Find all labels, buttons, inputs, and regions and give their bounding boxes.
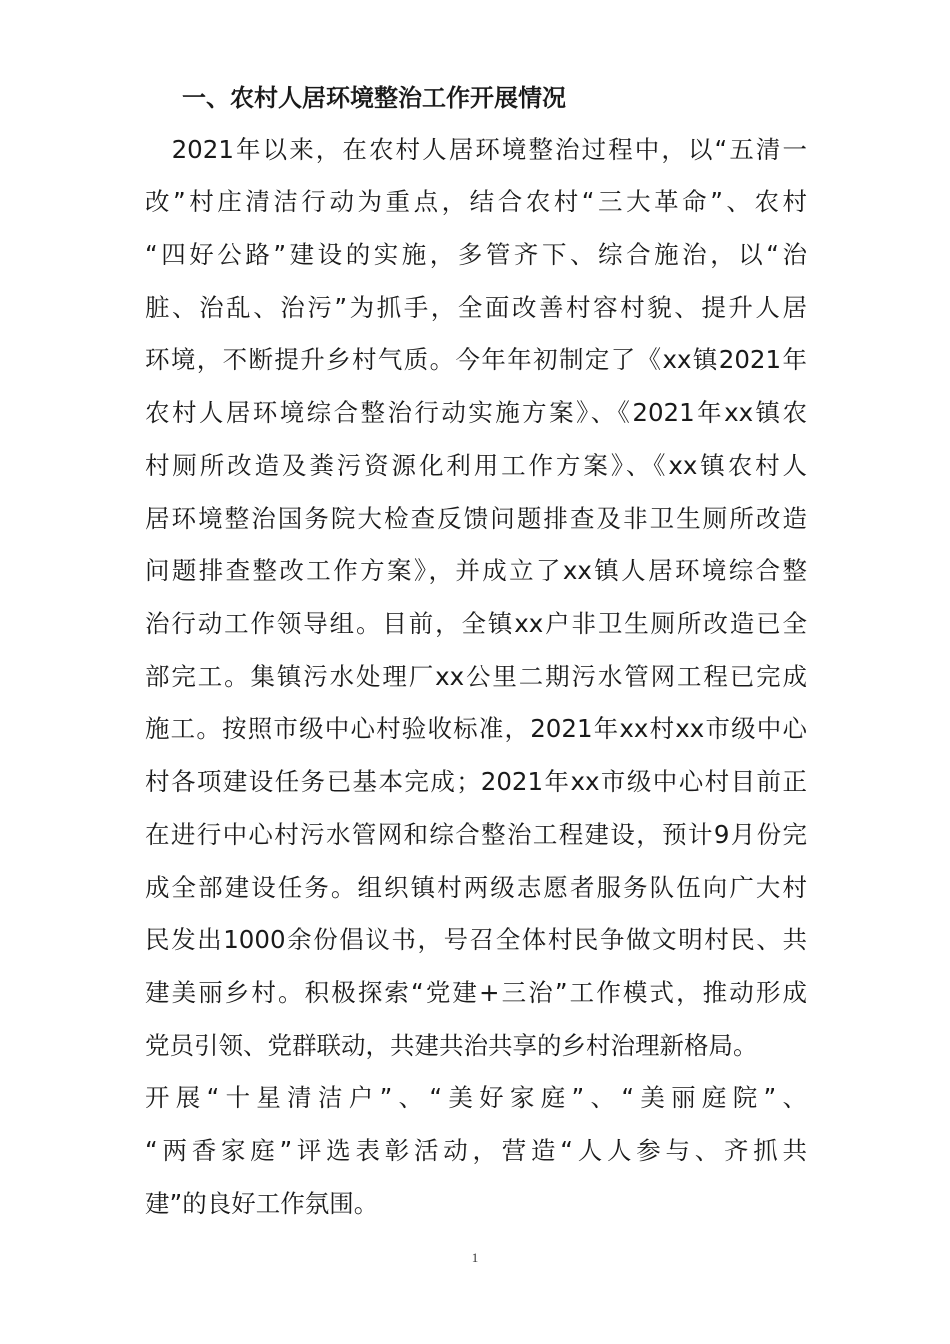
text-line: 村各项建设任务已基本完成；2021年xx市级中心村目前正	[145, 767, 807, 796]
text-line: 施工。按照市级中心村验收标准，2021年xx村xx市级中心	[145, 714, 807, 743]
text-line: 部完工。集镇污水处理厂xx公里二期污水管网工程已完成	[145, 662, 807, 691]
text-line: 环境，不断提升乡村气质。今年年初制定了《xx镇2021年	[145, 345, 807, 374]
text-line: 治行动工作领导组。目前，全镇xx户非卫生厕所改造已全	[145, 609, 807, 638]
text-line: “四好公路”建设的实施，多管齐下、综合施治，以“治	[145, 240, 807, 269]
page-number: 1	[471, 1250, 479, 1265]
text-line: 改”村庄清洁行动为重点，结合农村“三大革命”、农村	[145, 187, 807, 216]
text-line: 建美丽乡村。积极探索“党建+三治”工作模式，推动形成	[145, 978, 807, 1007]
text-line: 2021年以来，在农村人居环境整治过程中，以“五清一	[145, 135, 807, 164]
text-line: 脏、治乱、治污”为抓手，全面改善村容村貌、提升人居	[145, 293, 807, 322]
text-line: 农村人居环境综合整治行动实施方案》、《2021年xx镇农	[145, 398, 807, 427]
section-heading: 一、农村人居环境整治工作开展情况	[182, 84, 566, 112]
text-line: 建”的良好工作氛围。	[145, 1189, 379, 1218]
text-line: 开展“十星清洁户”、“美好家庭”、“美丽庭院”、	[145, 1083, 807, 1112]
text-line: 问题排查整改工作方案》，并成立了xx镇人居环境综合整	[145, 556, 807, 585]
text-line: 居环境整治国务院大检查反馈问题排查及非卫生厕所改造	[145, 504, 807, 533]
text-line: 成全部建设任务。组织镇村两级志愿者服务队伍向广大村	[145, 873, 807, 902]
text-line: 在进行中心村污水管网和综合整治工程建设，预计9月份完	[145, 820, 807, 849]
text-line: 村厕所改造及粪污资源化利用工作方案》、《xx镇农村人	[145, 451, 807, 480]
text-line: “两香家庭”评选表彰活动，营造“人人参与、齐抓共	[145, 1136, 807, 1165]
text-line: 党员引领、党群联动，共建共治共享的乡村治理新格局。	[145, 1031, 758, 1060]
text-line: 民发出1000余份倡议书，号召全体村民争做文明村民、共	[145, 925, 807, 954]
